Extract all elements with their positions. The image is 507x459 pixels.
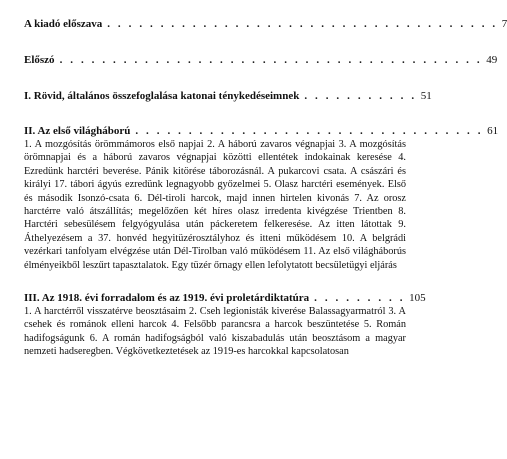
dot-leader: . . . . . . . . . . . . . . . . . . . . . . . . . . . . . . . . . . . . . — [107, 18, 498, 30]
toc-page-number: 49 — [486, 54, 498, 66]
dot-leader: . . . . . . . . . . . . . . . . . . . . . . . . . . . . . . . . . — [135, 125, 484, 137]
toc-page-number: 105 — [409, 292, 426, 305]
table-of-contents — [24, 14, 507, 359]
toc-entry-sec3 — [24, 291, 426, 305]
section-summary: 1. A mozgósítás örömmámoros első napjai 2. A háború zavaros végnapjai 3. A mozgósítás örömnapjai és a háború zavaros végnapjai közötti ellentétek indokainak keresése 4. Ezredünk harctéri beverése. Pánik kitörése táborozásnál. A pukarcovi csata. A császári és királyi 17. tábori ágyús ezredünk legnagyobb győzelmei 5. Olasz harctéri események. Első és második Isonzó-csata 6. Dél-tiroli harcok, majd innen hirtelen kivonás 7. Az orosz harctérre való átszállítás; megelőzően két híres olasz irredenta kivégzése Trientben 8. Harctéri sebesülésem felgyógyulása után páckeretem felkeresése. Az itten látottak 9. Áthelyezésem a 37. honvéd hegyitüzérosztályhoz és itteni működésem 10. A belgrádi vezérkari tanfolyam elvégzése után Dél-Tirolban való működésem 11. Az első világháborús élményeikből leszűrt tapasztalatok. Egy tüzér őrnagy ellen lefolytatott becsületügyi eljárás — [24, 139, 406, 271]
toc-entry-eloszo — [24, 53, 498, 67]
toc-entry-title: I. Rövid, általános összefoglalása katonai ténykedéseimnek — [24, 90, 300, 102]
dot-leader: . . . . . . . . . . . — [304, 90, 417, 102]
toc-entry-kiado — [24, 17, 507, 31]
toc-page-number: 7 — [501, 18, 507, 30]
dot-leader: . . . . . . . . . — [314, 292, 406, 305]
section-summary: 1. A harctérről visszatérve beosztásaim 2. Cseh legionisták kiverése Balassagyarmatról 3. A csehek és románok elleni harcok 4. Felsőbb parancsra a harcok beszüntetése 5. Román hadifogságunk 6. A román hadifogságból való kiszabadulás után beosztásom a magyar nemzeti hadseregben. Végkövetkeztetések az 1919-es harcokkal kapcsolatosan — [24, 306, 406, 358]
toc-section-3 — [24, 291, 426, 359]
toc-page-number: 51 — [420, 90, 432, 102]
toc-page-number: 61 — [487, 125, 499, 137]
dot-leader: . . . . . . . . . . . . . . . . . . . . . . . . . . . . . . . . . . . . . . . . — [59, 54, 483, 66]
toc-section-2 — [24, 124, 499, 272]
toc-entry-sec2 — [24, 124, 499, 138]
toc-entry-title: A kiadó előszava — [24, 18, 103, 30]
toc-entry-title: II. Az első világháború — [24, 125, 131, 137]
toc-entry-title: Előszó — [24, 54, 55, 66]
toc-entry-title: III. Az 1918. évi forradalom és az 1919. évi proletárdiktatúra — [24, 292, 310, 305]
toc-entry-rovid — [24, 89, 432, 103]
